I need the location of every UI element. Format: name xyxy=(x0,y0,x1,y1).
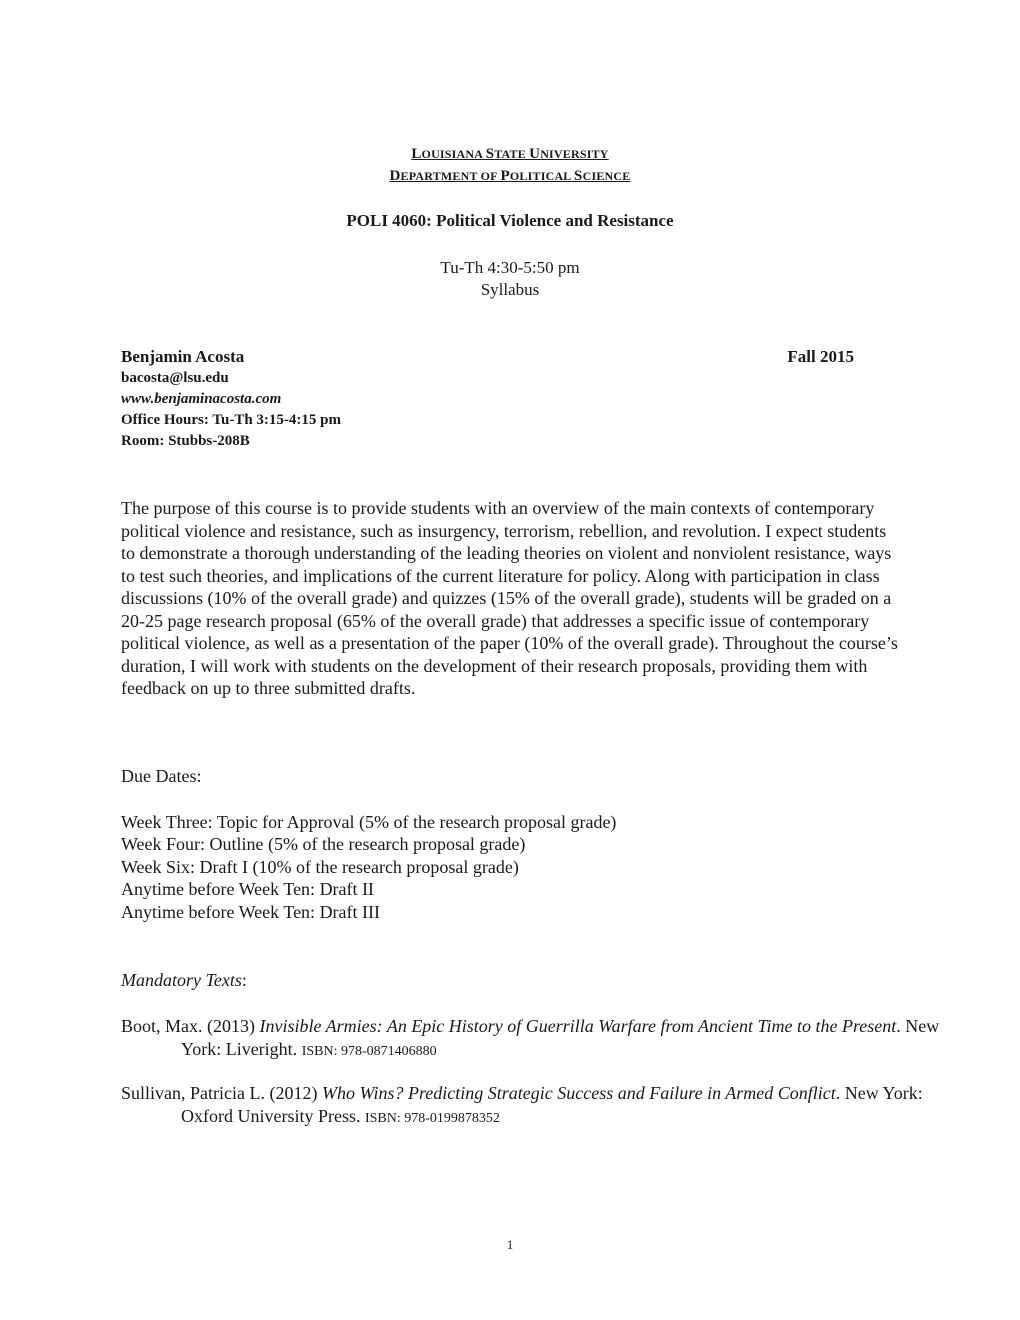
term-label: Fall 2015 xyxy=(787,347,854,366)
due-date-item: Anytime before Week Ten: Draft III xyxy=(121,902,381,922)
book-citation: Sullivan, Patricia L. (2012) Who Wins? Predicting Strategic Success and Failure in Armed Conflict. New York: Oxford University Press. ISBN: 978-0199878352 xyxy=(121,1083,923,1126)
due-dates-heading: Due Dates: xyxy=(121,766,202,786)
document-type: Syllabus xyxy=(480,280,540,299)
course-title: POLI 4060: Political Violence and Resistance xyxy=(346,211,674,230)
book-citation: Boot, Max. (2013) Invisible Armies: An Epic History of Guerrilla Warfare from Ancient Time to the Present. New York: Liveright. ISBN: 978-0871406880 xyxy=(121,1016,940,1059)
mandatory-texts-heading: Mandatory Texts: xyxy=(121,970,247,990)
class-schedule: Tu-Th 4:30-5:50 pm xyxy=(440,258,580,277)
office-hours: Office Hours: Tu-Th 3:15-4:15 pm xyxy=(121,412,342,428)
department-name: DEPARTMENT OF POLITICAL SCIENCE xyxy=(389,168,631,184)
instructor-website: www.benjaminacosta.com xyxy=(121,391,282,407)
instructor-name: Benjamin Acosta xyxy=(121,347,245,366)
university-name: LOUISIANA STATE UNIVERSITY xyxy=(411,146,609,162)
due-date-item: Week Four: Outline (5% of the research proposal grade) xyxy=(121,834,526,854)
instructor-email: bacosta@lsu.edu xyxy=(121,370,229,386)
course-description: The purpose of this course is to provide students with an overview of the main contexts of contemporary political violence and resistance, such as insurgency, terrorism, rebellion, and revolution. I expect students to demonstrate a thorough understanding of the leading theories on violent and nonviolent resistance, ways to test such theories, and implications of the current literature for policy. Along with participation in class discussions (10% of the overall grade) and quizzes (15% of the overall grade), students will be graded on a 20-25 page research proposal (65% of the overall grade) that addresses a specific issue of contemporary political violence, as well as a presentation of the paper (10% of the overall grade). Throughout the course’s duration, I will work with students on the development of their research proposals, providing them with feedback on up to three submitted drafts. xyxy=(121,498,898,698)
office-room: Room: Stubbs-208B xyxy=(121,433,250,449)
due-date-item: Week Six: Draft I (10% of the research proposal grade) xyxy=(121,857,519,877)
due-date-item: Anytime before Week Ten: Draft II xyxy=(121,879,375,899)
page-number: 1 xyxy=(506,1237,514,1252)
due-date-item: Week Three: Topic for Approval (5% of the research proposal grade) xyxy=(121,812,617,832)
